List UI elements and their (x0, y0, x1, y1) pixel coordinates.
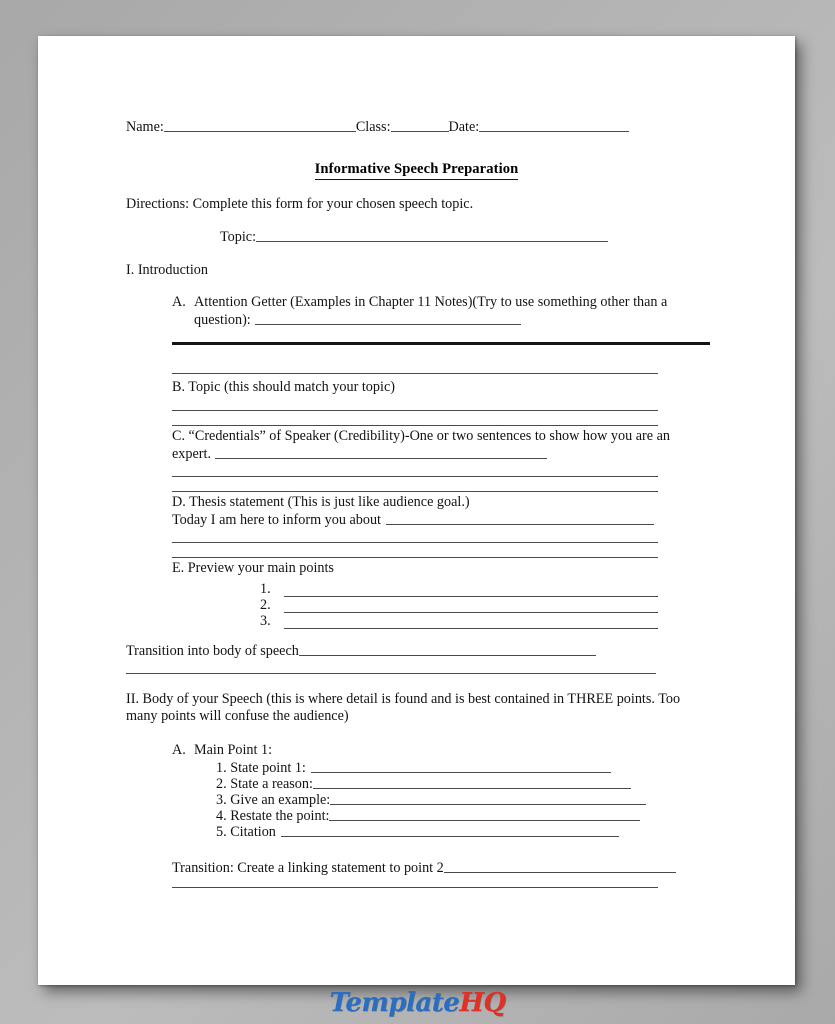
page-title: Informative Speech Preparation (315, 161, 519, 180)
watermark-text-secondary: HQ (459, 988, 506, 1018)
body-step-label-3: 3. Give an example: (216, 792, 331, 808)
document-page (38, 36, 795, 985)
transition-1-label: Transition into body of speech (126, 643, 299, 659)
intro-e-text: E. Preview your main points (172, 560, 334, 576)
intro-c-blank-line-1[interactable] (172, 476, 658, 477)
topic-input-line[interactable] (256, 228, 608, 242)
body-step-input-line-1[interactable] (311, 759, 611, 773)
heavy-divider-rule (172, 342, 710, 345)
body-step-row-5 (216, 823, 619, 841)
body-step-row-1 (216, 759, 611, 777)
intro-d-prompt-row (172, 511, 654, 529)
intro-a-text: Attention Getter (Examples in Chapter 11 Notes)(Try to use something other than a question): (194, 294, 668, 328)
body-step-label-5: 5. Citation (216, 824, 276, 840)
intro-a-input-line[interactable] (255, 311, 521, 325)
topic-label: Topic: (220, 229, 257, 245)
transition-2-input-line[interactable] (444, 859, 676, 873)
intro-e-input-line-2[interactable] (284, 612, 658, 613)
name-input-line[interactable] (164, 118, 356, 132)
intro-d-blank-line-2[interactable] (172, 557, 658, 558)
intro-a-label: A. (172, 294, 186, 310)
intro-c-blank-line-2[interactable] (172, 491, 658, 492)
intro-e-item-number-1: 1. (260, 581, 271, 597)
body-step-row-4 (216, 807, 640, 825)
intro-e-item-number-2: 2. (260, 597, 271, 613)
class-input-line[interactable] (391, 118, 449, 132)
body-step-label-1: 1. State point 1: (216, 760, 306, 776)
name-label: Name: (126, 119, 164, 135)
transition-2-blank-line[interactable] (172, 887, 658, 888)
intro-d-blank-line-1[interactable] (172, 542, 658, 543)
body-main-point-text: Main Point 1: (194, 742, 273, 758)
transition-1-blank-line[interactable] (126, 673, 656, 674)
intro-a-blank-line-2[interactable] (172, 373, 658, 374)
name-field-row (126, 118, 629, 136)
watermark-text-primary: Template (329, 988, 460, 1018)
intro-c-input-line[interactable] (215, 445, 547, 459)
intro-d-text: D. Thesis statement (This is just like audience goal.) (172, 494, 470, 510)
body-main-point-label: A. (172, 742, 186, 758)
body-step-label-2: 2. State a reason: (216, 776, 313, 792)
intro-e-input-line-3[interactable] (284, 628, 658, 629)
section-heading-introduction: I. Introduction (126, 262, 208, 278)
transition-2-label: Transition: Create a linking statement to point 2 (172, 860, 444, 876)
intro-b-text: B. Topic (this should match your topic) (172, 379, 395, 395)
intro-d-input-line[interactable] (386, 511, 654, 525)
templatehq-watermark (0, 988, 835, 1018)
intro-b-blank-line-1[interactable] (172, 410, 658, 411)
body-step-input-line-2[interactable] (313, 775, 631, 789)
section-heading-body: II. Body of your Speech (this is where detail is found and is best contained in THREE points. Too many points will confuse the audience) (126, 691, 681, 724)
document-body (38, 36, 795, 985)
body-step-row-3 (216, 791, 646, 809)
document-title-wrap (38, 160, 795, 180)
body-step-row-2 (216, 775, 631, 793)
body-step-input-line-3[interactable] (330, 791, 646, 805)
transition-2-row (172, 859, 676, 877)
date-input-line[interactable] (479, 118, 629, 132)
date-label: Date: (448, 119, 480, 135)
directions-text: Directions: Complete this form for your chosen speech topic. (126, 196, 474, 212)
intro-e-item-number-3: 3. (260, 613, 271, 629)
transition-1-input-line[interactable] (299, 642, 596, 656)
intro-b-blank-line-2[interactable] (172, 425, 658, 426)
body-step-label-4: 4. Restate the point: (216, 808, 330, 824)
intro-e-input-line-1[interactable] (284, 596, 658, 597)
transition-1-row (126, 642, 596, 660)
body-step-input-line-4[interactable] (329, 807, 640, 821)
topic-field-row (220, 228, 608, 246)
class-label: Class: (355, 119, 391, 135)
intro-d-prompt: Today I am here to inform you about (172, 512, 382, 528)
intro-c-text: C. “Credentials” of Speaker (Credibility)-One or two sentences to show how you are an expert. (172, 428, 670, 462)
body-step-input-line-5[interactable] (281, 823, 619, 837)
